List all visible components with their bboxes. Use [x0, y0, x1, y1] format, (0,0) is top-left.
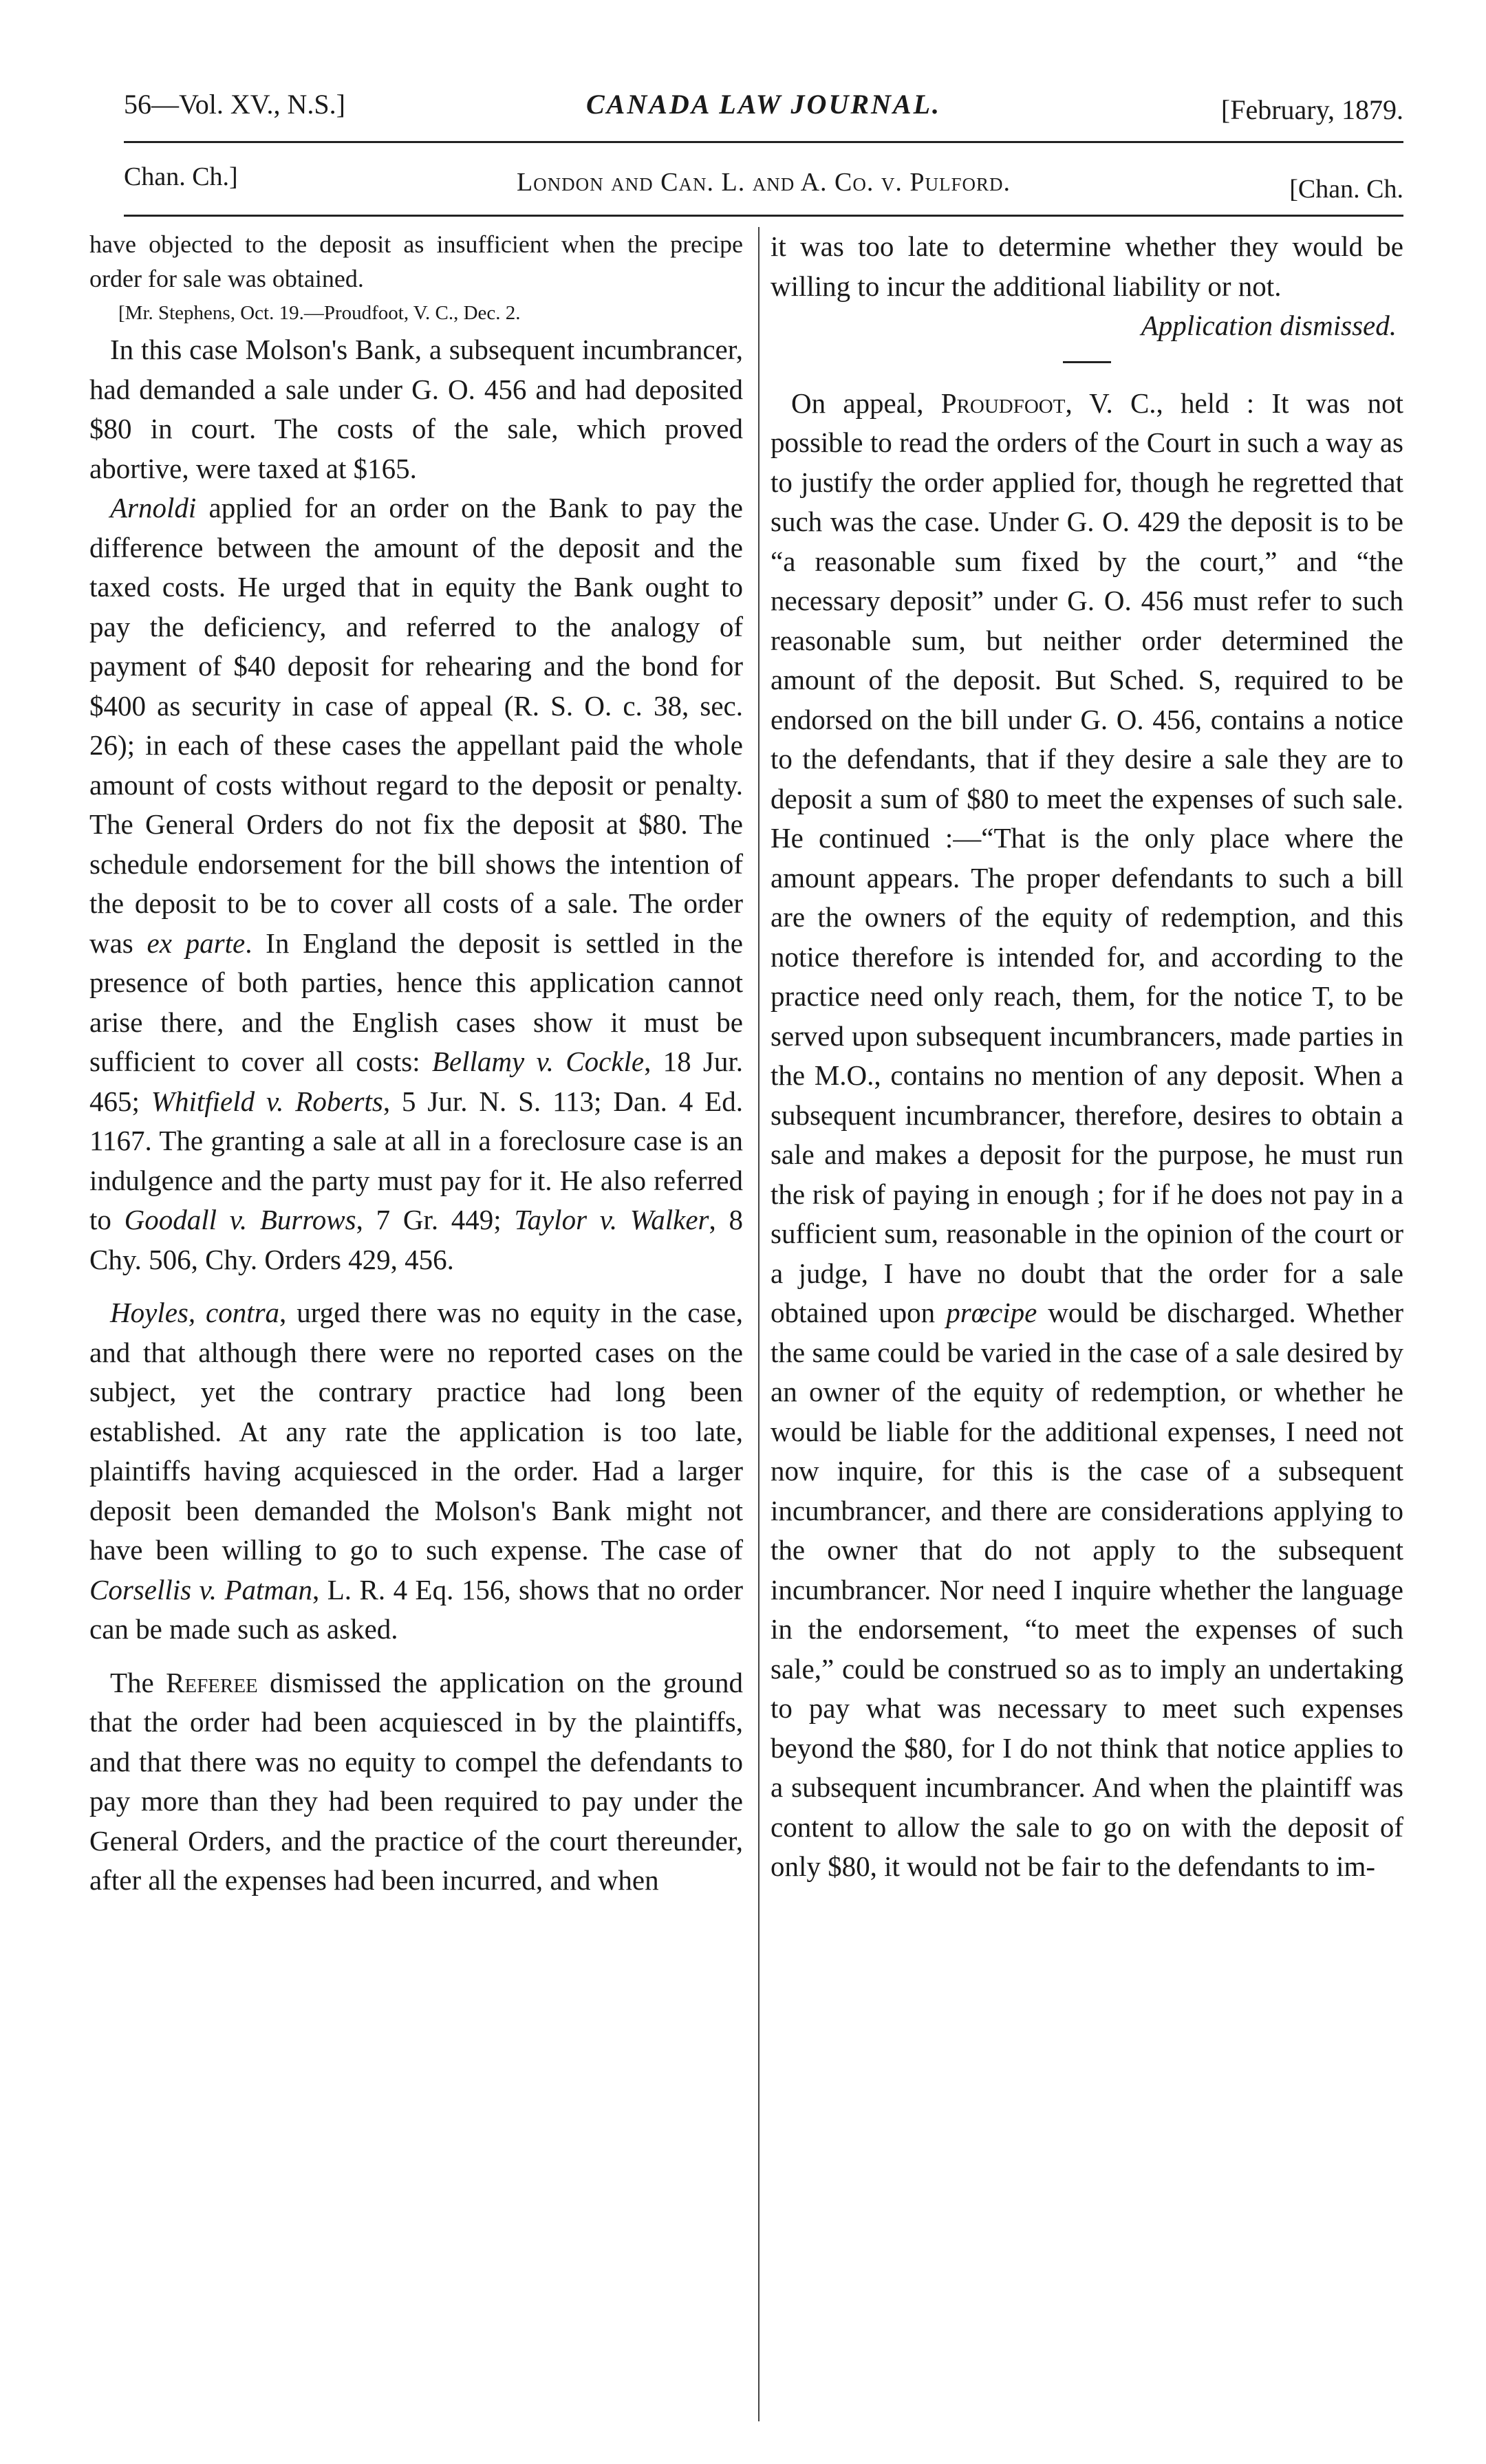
- column-divider: [758, 227, 760, 2421]
- case-name: Goodall v. Burrows: [124, 1204, 356, 1235]
- intro-paragraph: have objected to the deposit as insufficient when the precipe order for sale was obtained.: [89, 230, 743, 292]
- referee-decision: The Referee dismissed the application on the ground that the order had been acquiesced in by the plaintiffs, and that there was no equity to compel the defendants to pay more than they had been required to pay under the General Orders, and the practice of the court thereunder, after all the expenses had been incurred, and when: [89, 1666, 743, 1896]
- appeal-judgment: On appeal, Proudfoot, V. C., held : It was not possible to read the orders of the Court in such a way as to justify the order applied for, though he regretted that such was the case. Under G. O. 429 the deposit is to be “a reasonable sum fixed by the court,” and “the necessary deposit” under G. O. 456 must refer to such reasonable sum, but neither order determined the amount of the deposit. But Sched. S, required to be endorsed on the bill under G. O. 456, contains a notice to the defendants, that if they desire a sale they are to deposit a sum of $80 to meet the expenses of such sale. He continued :—“That is the only place where the amount appears. The proper defendants to such a bill are the owners of the equity of redemption, and this notice therefore is intended for, and according to the practice need only reach, them, for the notice T, to be served upon subsequent incumbrancers, made parties in the M.O., contains no mention of any deposit. When a subsequent incumbrancer, therefore, desires to obtain a sale and makes a deposit for the purpose, he must run the risk of paying in enough ; for if he does not pay in a sufficient sum, reasonable in the opinion of the court or a judge, I have no doubt that the order for a sale obtained upon prœcipe would be discharged. Whether the same could be varied in the case of a sale desired by an owner of the equity of redemption, or whether he would be liable for the additional expenses, I need not now inquire, for this is the case of a subsequent incumbrancer, and there are considerations applying to the owner that do not apply to the subsequent incumbrancer. Nor need I inquire whether the language in the endorsement, “to meet the expenses of such sale,” could be construed so as to imply an undertaking to pay what was necessary to meet such expenses beyond the $80, for I do not think that notice applies to a subsequent incumbrancer. And when the plaintiff was content to allow the sale to go on with the deposit of only $80, it would not be fair to the defendants to im-: [771, 387, 1404, 1882]
- left-column: [89, 227, 743, 1901]
- judge-name: Proudfoot: [940, 387, 1066, 419]
- paragraph-gap: [89, 1279, 743, 1293]
- court-left: Chan. Ch.]: [124, 162, 238, 191]
- case-name: Taylor v. Walker: [514, 1204, 709, 1235]
- arnoldi-argument: Arnoldi applied for an order on the Bank to pay the difference between the amount of the deposit and the taxed costs. He urged that in equity the Bank ought to pay the deficiency, and referred to the analogy of payment of $40 deposit for rehearing and the bond for $400 as security in case of appeal (R. S. O. c. 38, sec. 26); in each of these cases the appellant paid the whole amount of costs without regard to the deposit or penalty. The General Orders do not fix the deposit at $80. The schedule endorsement for the bill shows the intention of the deposit to be to cover all costs of a sale. The order was ex parte. In England the deposit is settled in the presence of both parties, hence this application cannot arise there, and the English cases show it must be sufficient to cover all costs: Bellamy v. Cockle, 18 Jur. 465; Whitfield v. Roberts, 5 Jur. N. S. 113; Dan. 4 Ed. 1167. The granting a sale at all in a foreclosure case is an indulgence and the party must pay for it. He also referred to Goodall v. Burrows, 7 Gr. 449; Taylor v. Walker, 8 Chy. 506, Chy. Orders 429, 456.: [89, 492, 743, 1275]
- continuation-paragraph: it was too late to determine whether they would be willing to incur the additional liability or not.: [771, 230, 1403, 302]
- case-name: Whitfield v. Roberts: [151, 1085, 383, 1117]
- case-title: London and Can. L. and A. Co. v. Pulford.: [516, 168, 1011, 197]
- case-header: [124, 162, 1403, 203]
- journal-title: CANADA LAW JOURNAL.: [585, 89, 942, 120]
- case-name: Corsellis v. Patman: [89, 1573, 312, 1606]
- right-column: [771, 227, 1403, 1887]
- counsel-name: Hoyles, contra: [110, 1297, 280, 1328]
- hoyles-argument: Hoyles, contra, urged there was no equity in the case, and that although there were no reported cases on the subject, yet the contrary practice had long been established. At any rate the application is too late, plaintiffs having acquiesced in the order. Had a larger deposit been demanded the Molson's Bank might not have been willing to go to such expense. The case of Corsellis v. Patman, L. R. 4 Eq. 156, shows that no order can be made such as asked.: [89, 1297, 743, 1645]
- court-right: [Chan. Ch.: [1289, 175, 1403, 204]
- case-header-rule: [124, 215, 1403, 217]
- disposition: Application dismissed.: [1141, 310, 1397, 341]
- paragraph-gap: [89, 1650, 743, 1663]
- page-volume: 56—Vol. XV., N.S.]: [124, 89, 345, 120]
- case-name: Bellamy v. Cockle: [431, 1046, 645, 1077]
- section-rule: [1063, 361, 1111, 363]
- case-citation: [Mr. Stephens, Oct. 19.—Proudfoot, V. C., Dec. 2.: [118, 302, 521, 324]
- running-head: [124, 88, 1403, 129]
- issue-date: [February, 1879.: [1220, 94, 1403, 125]
- counsel-name: Arnoldi: [110, 492, 197, 523]
- header-rule: [124, 141, 1403, 143]
- facts-paragraph: In this case Molson's Bank, a subsequent incumbrancer, had demanded a sale under G. O. 456 and had deposited $80 in court. The costs of the sale, which proved abortive, were taxed at $165.: [89, 334, 743, 484]
